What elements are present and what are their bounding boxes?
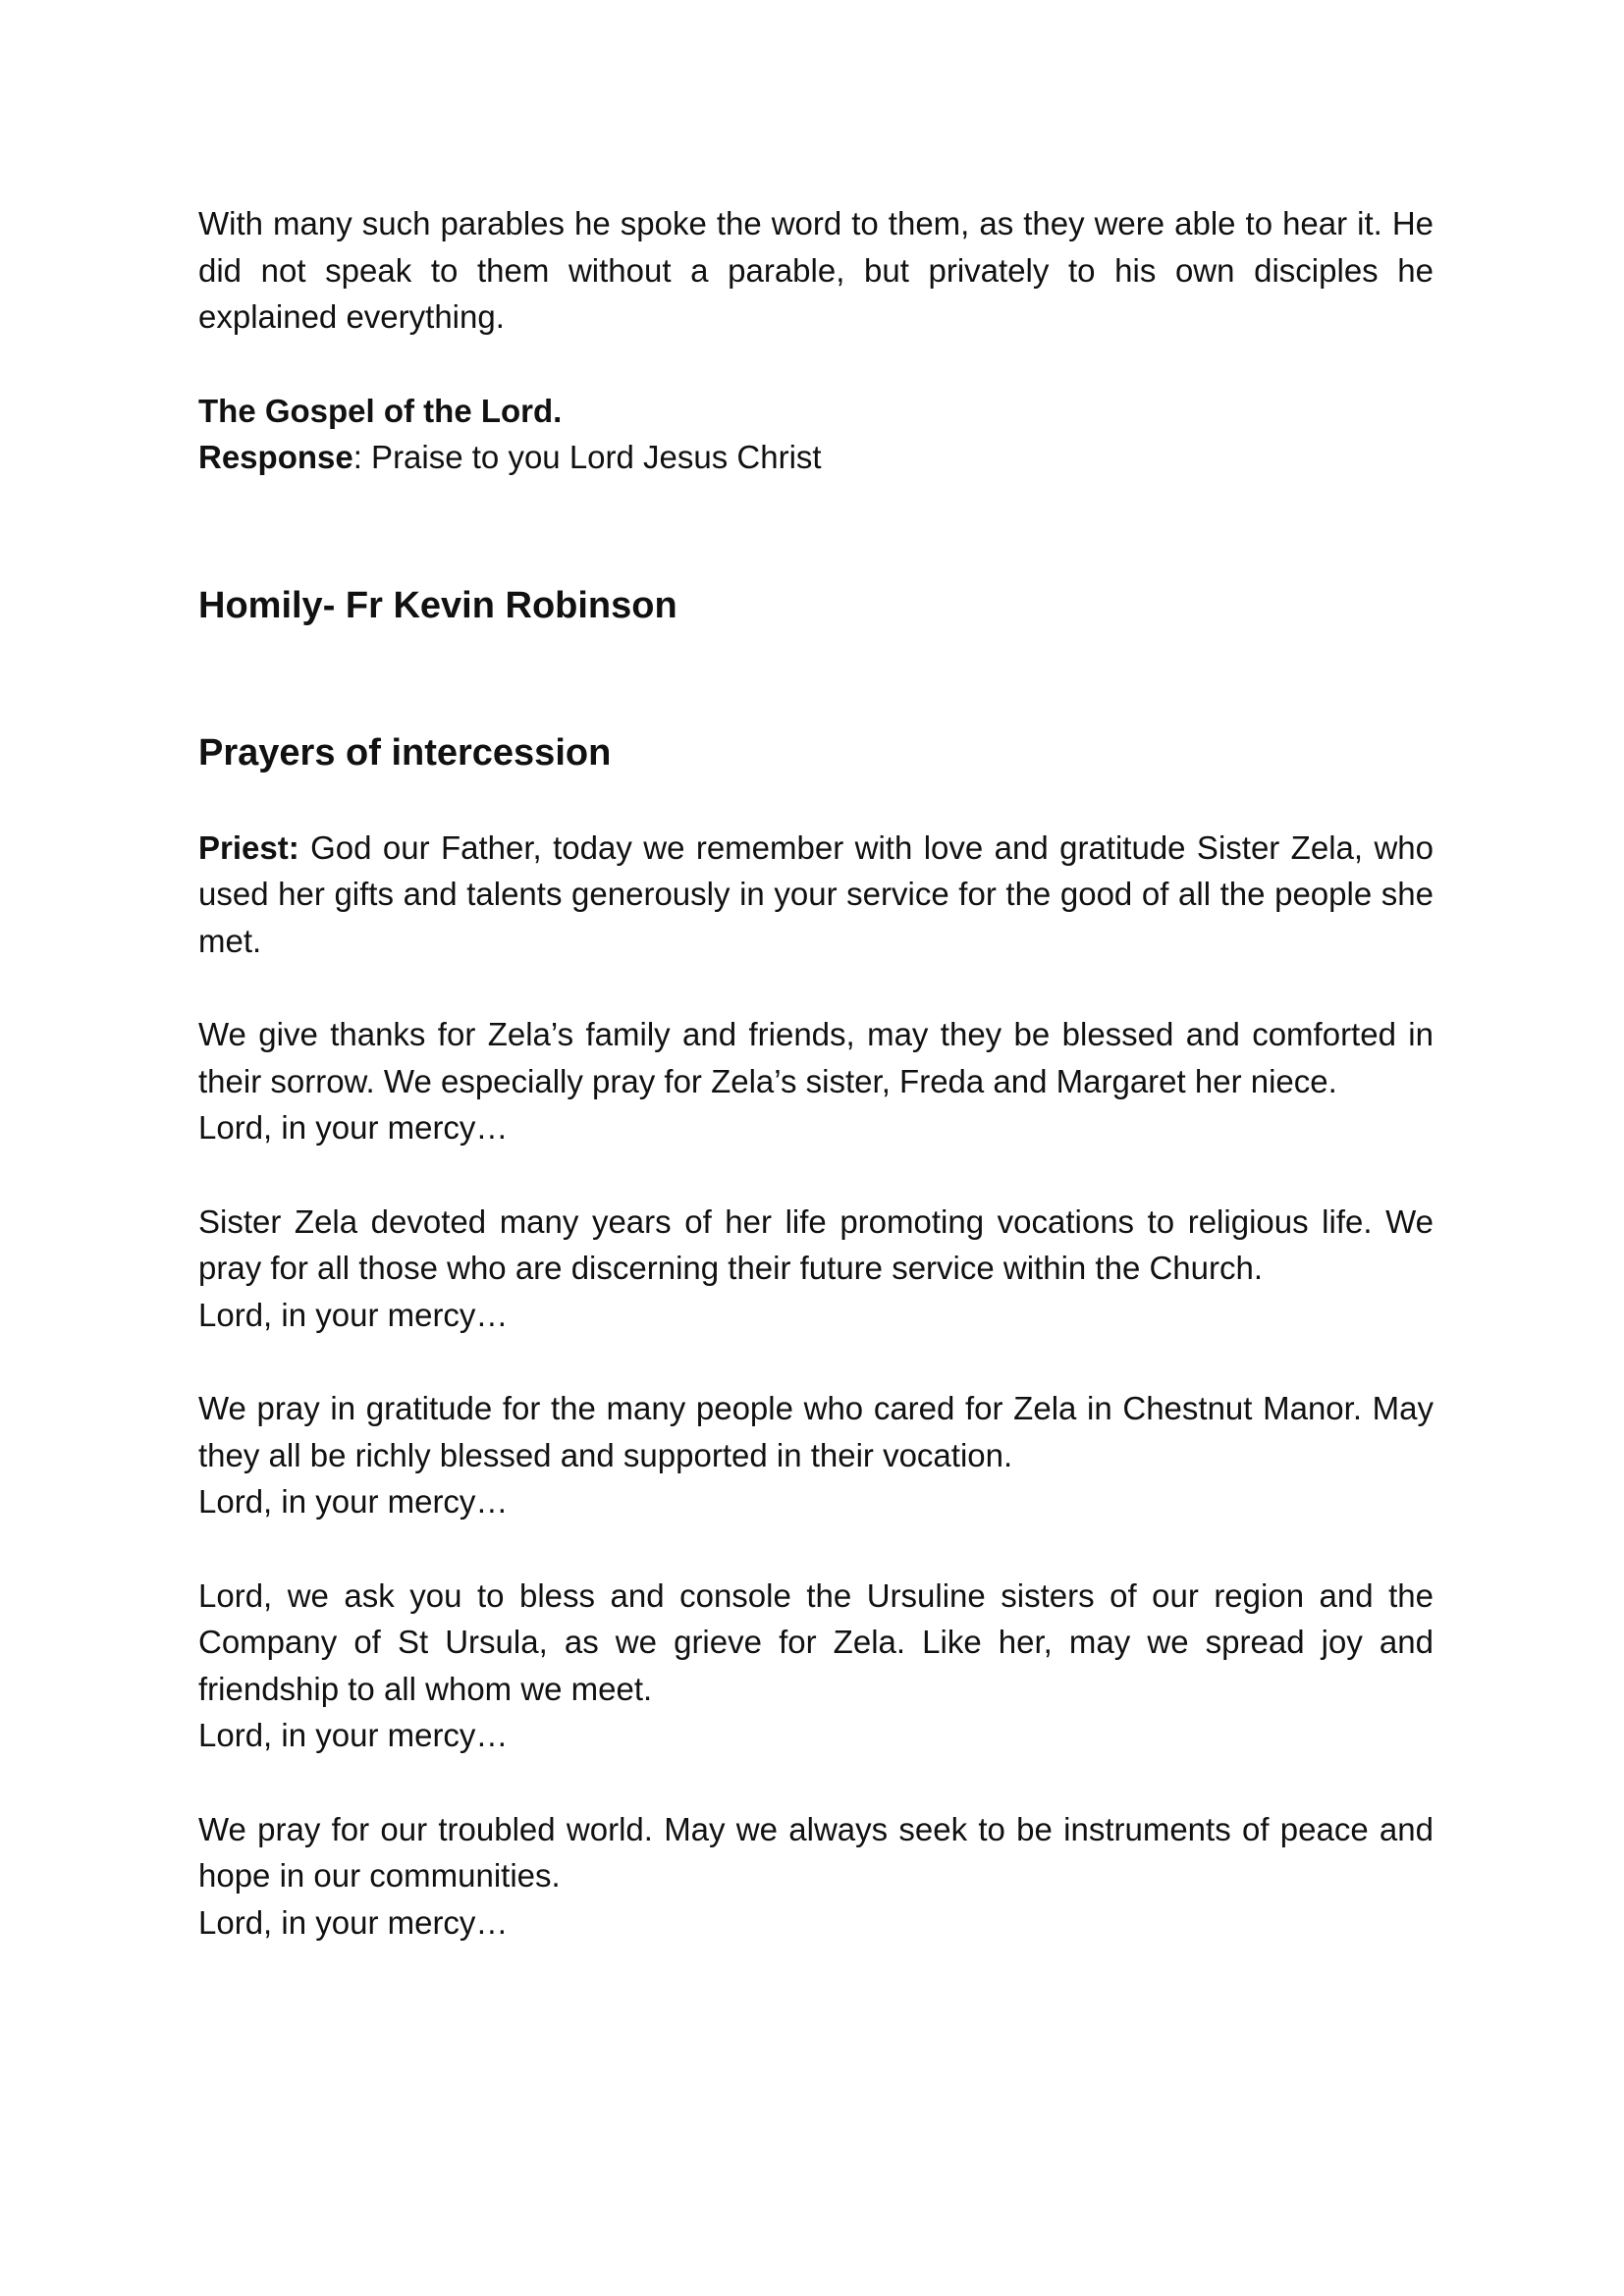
intercession-response: Lord, in your mercy… [198, 1903, 509, 1941]
intercession-response: Lord, in your mercy… [198, 1483, 509, 1520]
intercession-1 [198, 1011, 1434, 1151]
gospel-acclamation-text: The Gospel of the Lord. [198, 392, 563, 429]
intercession-response: Lord, in your mercy… [198, 1109, 509, 1146]
homily-heading: Homily- Fr Kevin Robinson [198, 584, 677, 626]
intercession-3 [198, 1385, 1434, 1525]
intercession-response: Lord, in your mercy… [198, 1296, 509, 1333]
intercession-response: Lord, in your mercy… [198, 1717, 509, 1753]
intercession-text: We give thanks for Zela’s family and friends, may they be blessed and comforted in their sorrow. We especially pray for Zela’s sister, Freda and Margaret her niece. [198, 1016, 1434, 1099]
intercession-4 [198, 1573, 1434, 1759]
priest-prayer-text: God our Father, today we remember with love and gratitude Sister Zela, who used her gifts and talents generously in your service for the good of all the people she met. [198, 828, 1434, 959]
gospel-response [198, 434, 1434, 481]
document-page [198, 200, 1434, 1946]
priest-prayer [198, 825, 1434, 965]
response-text: : Praise to you Lord Jesus Christ [352, 439, 822, 475]
intercession-5 [198, 1806, 1434, 1947]
response-label: Response [198, 439, 353, 475]
gospel-acclamation [198, 388, 1434, 435]
intercession-text: We pray for our troubled world. May we always seek to be instruments of peace and hope in our communities. [198, 1810, 1434, 1894]
intercession-2 [198, 1199, 1434, 1339]
intercession-text: Lord, we ask you to bless and console the Ursuline sisters of our region and the Company of St Ursula, as we grieve for Zela. Like her, may we spread joy and friendship to all whom we meet. [198, 1576, 1434, 1707]
prayers-heading: Prayers of intercession [198, 731, 612, 774]
gospel-closing-text: With many such parables he spoke the word to them, as they were able to hear it. He did not speak to them without a parable, but privately to his own disciples he explained everything. [198, 205, 1434, 335]
priest-label: Priest: [198, 828, 299, 866]
intercession-text: We pray in gratitude for the many people who cared for Zela in Chestnut Manor. May they all be richly blessed and supported in their vocation. [198, 1390, 1434, 1473]
intercession-text: Sister Zela devoted many years of her life promoting vocations to religious life. We pray for all those who are discerning their future service within the Church. [198, 1202, 1434, 1286]
